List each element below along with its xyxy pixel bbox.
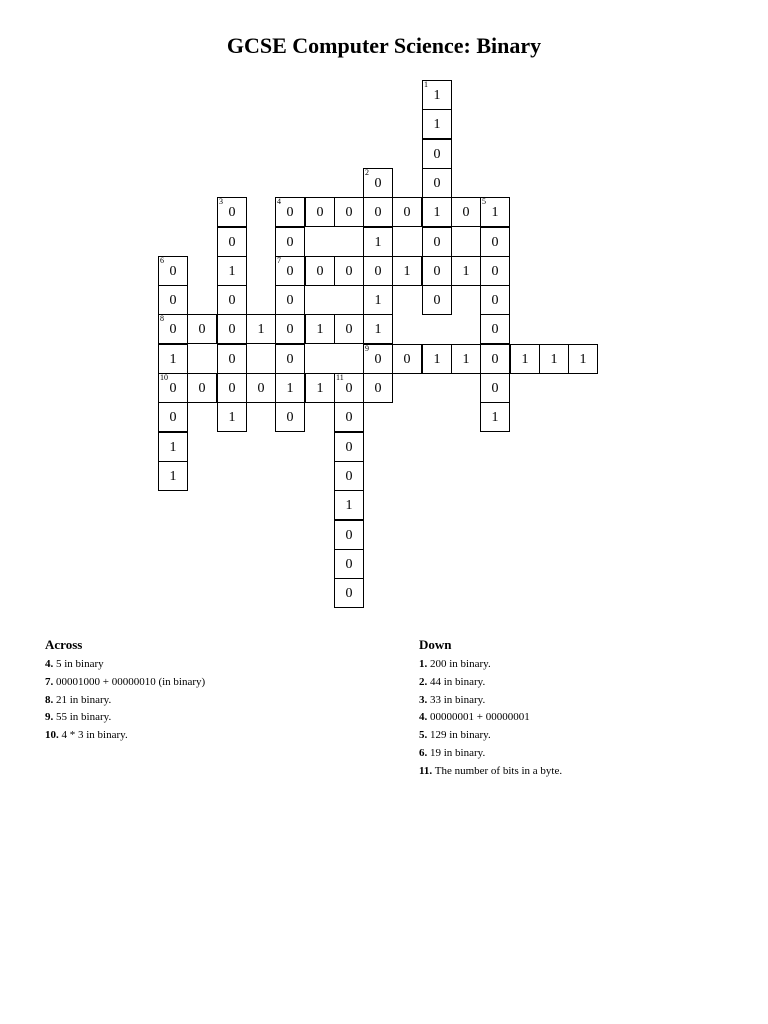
grid-cell	[305, 314, 335, 344]
grid-cell	[422, 285, 452, 315]
cell-letter: 0	[403, 205, 411, 220]
grid-cell	[422, 227, 452, 257]
clue-text: 5 in binary	[56, 658, 104, 670]
grid-cell	[480, 314, 510, 344]
cell-letter: 0	[228, 381, 236, 396]
cell-number: 7	[277, 256, 281, 265]
clue-text: 4 * 3 in binary.	[61, 729, 128, 742]
cell-letter: 1	[433, 117, 441, 132]
cell-letter: 0	[316, 205, 324, 220]
cell-letter: 0	[374, 381, 382, 396]
grid-cell	[158, 432, 188, 462]
cell-letter: 0	[403, 352, 411, 367]
grid-cell	[334, 432, 364, 462]
grid-cell	[363, 256, 393, 286]
cell-letter: 0	[345, 528, 353, 543]
grid-cell	[451, 197, 481, 227]
cell-letter: 0	[491, 381, 499, 396]
cell-letter: 0	[169, 293, 177, 308]
cell-letter: 1	[433, 205, 441, 220]
cell-letter: 0	[345, 264, 353, 279]
down-clue	[419, 763, 739, 781]
grid-cell	[275, 227, 305, 257]
across-clue	[45, 656, 385, 674]
cell-letter: 0	[433, 147, 441, 162]
cell-letter: 0	[228, 235, 236, 250]
grid-cell	[392, 344, 422, 374]
grid-cell	[480, 344, 510, 374]
cell-letter: 0	[169, 264, 177, 279]
grid-cell	[422, 256, 452, 286]
grid-cell	[334, 256, 364, 286]
cell-number: 8	[160, 314, 164, 323]
cell-letter: 1	[374, 293, 382, 308]
grid-cell	[480, 227, 510, 257]
cell-letter: 1	[521, 352, 529, 367]
clue-text: The number of bits in a byte.	[434, 764, 563, 777]
cell-letter: 0	[374, 352, 382, 367]
cell-letter: 1	[491, 205, 499, 220]
cell-letter: 0	[198, 381, 206, 396]
down-clue	[419, 656, 739, 674]
grid-cell	[217, 197, 247, 227]
grid-cell	[422, 139, 452, 169]
down-heading: Down	[419, 637, 452, 652]
cell-letter: 0	[433, 293, 441, 308]
grid-cell	[334, 549, 364, 579]
cell-number: 1	[424, 80, 428, 89]
cell-letter: 0	[491, 352, 499, 367]
cell-letter: 1	[491, 410, 499, 425]
grid-cell	[451, 344, 481, 374]
grid-cell	[422, 197, 452, 227]
cell-letter: 0	[286, 293, 294, 308]
clue-text: 200 in binary.	[430, 658, 491, 670]
cell-letter: 0	[228, 322, 236, 337]
grid-cell	[363, 344, 393, 374]
clue-number: 8.	[45, 693, 54, 706]
cell-letter: 1	[316, 322, 324, 337]
grid-cell	[363, 285, 393, 315]
cell-letter: 0	[345, 469, 353, 484]
grid-cell	[275, 402, 305, 432]
clue-text: 21 in binary.	[56, 693, 112, 706]
across-clues	[45, 637, 385, 745]
grid-cell	[217, 344, 247, 374]
cell-letter: 0	[286, 322, 294, 337]
cell-letter: 1	[550, 352, 558, 367]
grid-cell	[363, 168, 393, 198]
down-clue	[419, 709, 739, 727]
cell-letter: 1	[403, 264, 411, 279]
cell-letter: 0	[345, 322, 353, 337]
cell-letter: 0	[345, 557, 353, 572]
down-clue	[419, 745, 739, 763]
grid-cell	[334, 197, 364, 227]
grid-cell	[539, 344, 569, 374]
grid-cell	[480, 256, 510, 286]
grid-cell	[422, 80, 452, 110]
grid-cell	[334, 578, 364, 608]
clue-number: 3.	[419, 693, 428, 706]
cell-letter: 0	[228, 352, 236, 367]
clue-number: 6.	[419, 746, 428, 759]
cell-letter: 0	[462, 205, 470, 220]
cell-letter: 0	[286, 264, 294, 279]
grid-cell	[451, 256, 481, 286]
grid-cell	[334, 520, 364, 550]
cell-letter: 0	[257, 381, 265, 396]
grid-cell	[217, 285, 247, 315]
cell-letter: 0	[433, 176, 441, 191]
grid-cell	[422, 344, 452, 374]
down-clue	[419, 727, 739, 745]
grid-cell	[305, 197, 335, 227]
grid-cell	[392, 256, 422, 286]
grid-cell	[363, 197, 393, 227]
cell-letter: 0	[491, 322, 499, 337]
clue-number: 11.	[419, 764, 433, 777]
cell-number: 2	[365, 168, 369, 177]
cell-number: 5	[482, 197, 486, 206]
down-clue-list	[419, 656, 739, 781]
grid-cell	[246, 373, 276, 403]
grid-cell	[422, 109, 452, 139]
grid-cell	[275, 285, 305, 315]
across-clue	[45, 727, 385, 745]
grid-cell	[480, 402, 510, 432]
grid-cell	[305, 373, 335, 403]
cell-letter: 0	[316, 264, 324, 279]
cell-letter: 1	[169, 440, 177, 455]
grid-cell	[275, 344, 305, 374]
cell-letter: 1	[462, 352, 470, 367]
grid-cell	[363, 373, 393, 403]
cell-number: 9	[365, 344, 369, 353]
grid-cell	[392, 197, 422, 227]
cell-number: 3	[219, 197, 223, 206]
cell-letter: 0	[169, 381, 177, 396]
grid-cell	[158, 402, 188, 432]
grid-cell	[480, 285, 510, 315]
cell-letter: 0	[491, 293, 499, 308]
cell-number: 11	[336, 373, 344, 382]
grid-cell	[363, 227, 393, 257]
cell-letter: 0	[374, 176, 382, 191]
grid-cell	[334, 373, 364, 403]
down-clues	[419, 637, 739, 781]
cell-letter: 0	[433, 235, 441, 250]
down-clue	[419, 692, 739, 710]
grid-cell	[158, 344, 188, 374]
across-clue	[45, 674, 385, 692]
cell-letter: 0	[433, 264, 441, 279]
cell-letter: 1	[169, 469, 177, 484]
clue-text: 129 in binary.	[430, 729, 491, 742]
cell-letter: 1	[257, 322, 265, 337]
grid-cell	[334, 490, 364, 520]
cell-letter: 0	[491, 235, 499, 250]
clue-text: 33 in binary.	[430, 693, 486, 706]
grid-cell	[275, 256, 305, 286]
grid-cell	[158, 314, 188, 344]
cell-letter: 0	[228, 293, 236, 308]
grid-cell	[217, 227, 247, 257]
cell-letter: 0	[169, 322, 177, 337]
cell-letter: 0	[198, 322, 206, 337]
grid-cell	[158, 256, 188, 286]
clue-text: 44 in binary.	[430, 675, 486, 688]
cell-letter: 0	[345, 205, 353, 220]
grid-cell	[334, 461, 364, 491]
grid-cell	[158, 373, 188, 403]
grid-cell	[334, 314, 364, 344]
down-clue	[419, 674, 739, 692]
cell-number: 10	[160, 373, 168, 382]
cell-letter: 1	[433, 352, 441, 367]
cell-letter: 0	[345, 586, 353, 601]
clue-number: 10.	[45, 729, 59, 742]
grid-cell	[275, 373, 305, 403]
grid-cell	[246, 314, 276, 344]
across-heading: Across	[45, 637, 83, 652]
clue-text: 55 in binary.	[56, 711, 112, 724]
cell-letter: 0	[286, 205, 294, 220]
grid-cell	[217, 373, 247, 403]
clue-number: 1.	[419, 658, 428, 670]
grid-cell	[422, 168, 452, 198]
cell-letter: 0	[374, 205, 382, 220]
cell-number: 6	[160, 256, 164, 265]
grid-cell	[158, 285, 188, 315]
cell-letter: 0	[345, 440, 353, 455]
cell-letter: 0	[228, 205, 236, 220]
cell-letter: 1	[374, 235, 382, 250]
grid-cell	[158, 461, 188, 491]
cell-letter: 0	[286, 235, 294, 250]
across-clue-list	[45, 656, 385, 745]
cell-letter: 1	[374, 322, 382, 337]
across-clue	[45, 709, 385, 727]
grid-cell	[275, 314, 305, 344]
grid-cell	[480, 373, 510, 403]
grid-cell	[217, 314, 247, 344]
clue-number: 9.	[45, 711, 54, 724]
cell-letter: 0	[286, 410, 294, 425]
grid-cell	[275, 197, 305, 227]
grid-cell	[363, 314, 393, 344]
clue-text: 00001000 + 00000010 (in binary)	[56, 675, 206, 688]
grid-cell	[568, 344, 598, 374]
cell-letter: 1	[433, 88, 441, 103]
cell-letter: 0	[169, 410, 177, 425]
grid-cell	[480, 197, 510, 227]
cell-letter: 1	[228, 410, 236, 425]
clue-number: 5.	[419, 729, 428, 742]
grid-cell	[187, 373, 217, 403]
cell-letter: 1	[462, 264, 470, 279]
cell-letter: 0	[345, 410, 353, 425]
clue-number: 2.	[419, 675, 428, 688]
clue-text: 19 in binary.	[430, 746, 486, 759]
clue-number: 7.	[45, 675, 54, 688]
across-clue	[45, 692, 385, 710]
cell-letter: 1	[345, 498, 353, 513]
cell-letter: 1	[169, 352, 177, 367]
cell-letter: 1	[579, 352, 587, 367]
cell-letter: 0	[374, 264, 382, 279]
grid-cell	[217, 256, 247, 286]
grid-cell	[217, 402, 247, 432]
page-title: GCSE Computer Science: Binary	[226, 33, 542, 58]
cell-letter: 1	[286, 381, 294, 396]
clue-number: 4.	[45, 658, 54, 670]
grid-cell	[334, 402, 364, 432]
clue-number: 4.	[419, 711, 428, 724]
cell-number: 4	[277, 197, 281, 206]
grid-cell	[510, 344, 540, 374]
clue-text: 00000001 + 00000001	[430, 711, 530, 724]
grid-cell	[187, 314, 217, 344]
cell-letter: 1	[228, 264, 236, 279]
cell-letter: 0	[491, 264, 499, 279]
cell-letter: 0	[345, 381, 353, 396]
cell-letter: 0	[286, 352, 294, 367]
grid-cell	[305, 256, 335, 286]
cell-letter: 1	[316, 381, 324, 396]
